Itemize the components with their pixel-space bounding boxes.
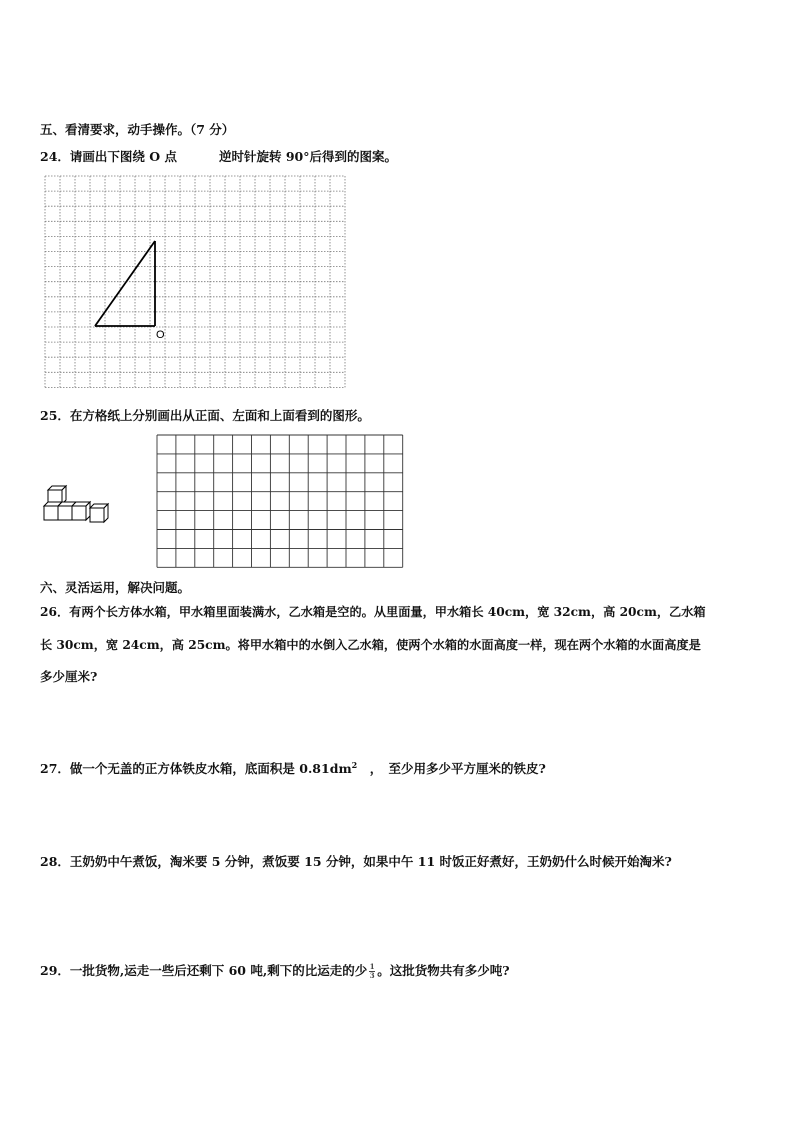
- fraction-one-third: [369, 964, 375, 979]
- question-25-number: 25．: [40, 408, 70, 423]
- point-o-label: O: [156, 329, 165, 341]
- rotation-grid: [44, 175, 346, 389]
- question-24-number: 24．: [40, 149, 70, 164]
- question-29-text-before: 一批货物,运走一些后还剩下 60 吨,剩下的比运走的少: [69, 963, 368, 978]
- question-24: [40, 147, 397, 165]
- question-26-line-1: [40, 603, 706, 620]
- question-26-line-3-text: 多少厘米?: [40, 669, 98, 684]
- question-25: [40, 406, 370, 424]
- cubes-figure: [40, 484, 122, 526]
- question-28-text: 王奶奶中午煮饭，淘米要 5 分钟，煮饭要 15 分钟，如果中午 11 时饭正好煮好，王奶奶什么时候开始淘米?: [69, 854, 672, 869]
- question-27-superscript: 2: [351, 759, 358, 770]
- question-27-text-before: 做一个无盖的正方体铁皮水箱，底面积是 0.81dm: [69, 761, 352, 776]
- triangle-hypotenuse: [95, 241, 155, 326]
- fraction-numerator: 1: [369, 962, 375, 971]
- question-26-number: 26．: [40, 605, 70, 619]
- question-26-line-2-text: 长 30cm，宽 24cm，高 25cm。将甲水箱中的水倒入乙水箱，使两个水箱的水面高度一样，现在两个水箱的水面高度是: [40, 638, 701, 652]
- section-6-heading: [40, 578, 190, 596]
- question-26-line-1-text: 有两个长方体水箱，甲水箱里面装满水，乙水箱是空的。从里面量，甲水箱长 40cm，宽 32cm，高 20cm，乙水箱: [69, 605, 706, 619]
- question-28-number: 28．: [40, 854, 70, 869]
- question-24-text-before: 请画出下图绕 O 点: [69, 149, 177, 164]
- question-28: [40, 852, 672, 870]
- question-24-text-after: 逆时针旋转 90°后得到的图案。: [219, 149, 397, 164]
- views-grid: [156, 434, 404, 568]
- section-6-heading-text: 六、灵活运用，解决问题。: [40, 580, 191, 595]
- question-27-text-after: ， 至少用多少平方厘米的铁皮?: [357, 761, 546, 776]
- section-5-heading-text: 五、看清要求，动手操作。（7 分）: [40, 122, 235, 137]
- question-29-text-after: 。这批货物共有多少吨?: [377, 963, 510, 978]
- fraction-denominator: 3: [369, 971, 375, 980]
- question-27-number: 27．: [40, 761, 70, 776]
- section-5-heading: [40, 120, 234, 138]
- question-29: [40, 961, 510, 979]
- question-27: [40, 759, 546, 777]
- question-26-line-3: [40, 667, 97, 685]
- question-25-text: 在方格纸上分别画出从正面、左面和上面看到的图形。: [69, 408, 370, 423]
- question-26-line-2: [40, 636, 701, 653]
- question-29-number: 29．: [40, 963, 70, 978]
